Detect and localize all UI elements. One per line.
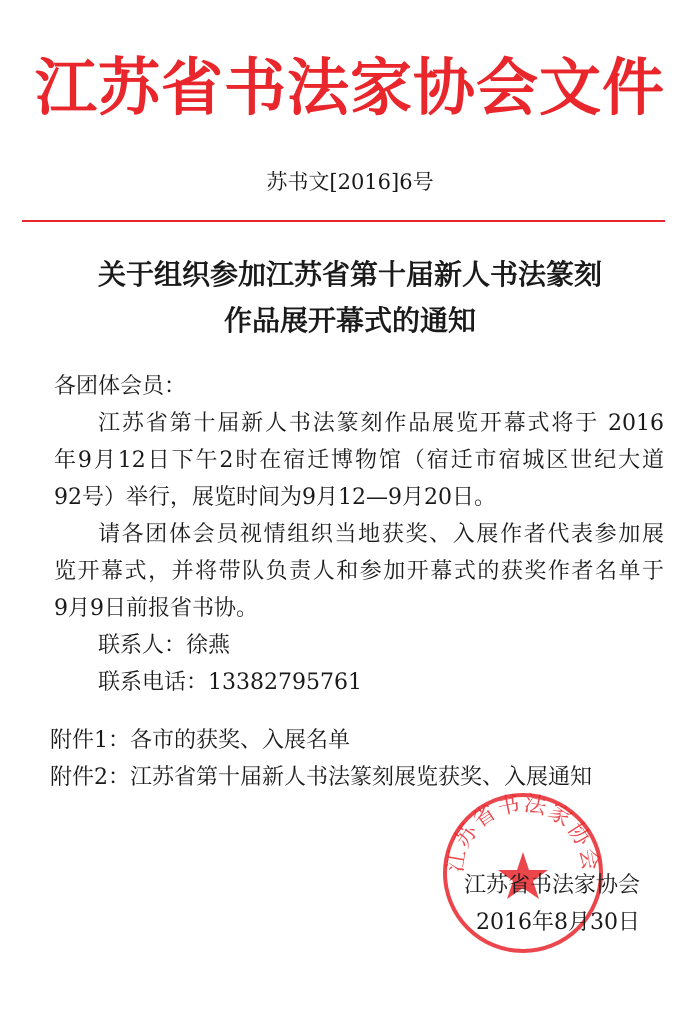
document-number: 苏书文[2016]6号 (266, 170, 434, 194)
signature-block (440, 867, 640, 941)
paragraph-2-line-1: 请各团体会员视情组织当地获奖、入展作者代表参加展 (98, 522, 664, 547)
signature-org: 江苏省书法家协会 (463, 873, 640, 898)
contact-phone: 联系电话：13382795761 (98, 670, 362, 695)
contact-person: 联系人：徐燕 (98, 633, 231, 658)
paragraph-1-line-2: 年9月12日下午2时在宿迁博物馆（宿迁市宿城区世纪大道 (54, 448, 664, 473)
seal-text: 江苏省书法家协会 (443, 791, 603, 875)
notice-title (0, 252, 700, 344)
signature-date: 2016年8月30日 (476, 910, 640, 935)
paragraph-1-line-3: 92号）举行，展览时间为9月12—9月20日。 (54, 485, 496, 510)
paragraph-2-line-3: 9月9日前报省书协。 (54, 596, 258, 621)
attachments-list (50, 722, 592, 796)
notice-title-line-1: 关于组织参加江苏省第十届新人书法篆刻 (97, 258, 602, 291)
attachment-2: 附件2：江苏省第十届新人书法篆刻展览获奖、入展通知 (50, 765, 592, 790)
masthead-title: 江苏省书法家协会文件 (34, 51, 665, 124)
notice-title-line-2: 作品展开幕式的通知 (223, 304, 476, 337)
paragraph-2-line-2: 览开幕式，并将带队负责人和参加开幕式的获奖作者名单于 (54, 559, 664, 584)
salutation: 各团体会员： (54, 374, 187, 399)
red-divider (22, 220, 665, 222)
attachment-1: 附件1：各市的获奖、入展名单 (50, 728, 350, 753)
paragraph-1-line-1: 江苏省第十届新人书法篆刻作品展览开幕式将于 2016 (98, 411, 664, 436)
notice-body (54, 368, 664, 701)
